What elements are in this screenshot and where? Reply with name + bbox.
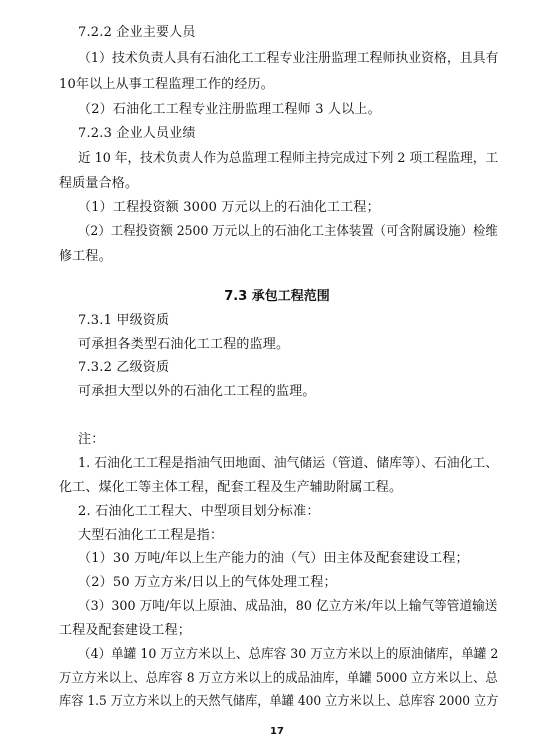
paragraph-line: 可承担各类型石油化工工程的监理。	[78, 337, 290, 352]
paragraph-line: 工程及配套建设工程；	[59, 623, 192, 638]
paragraph-line: （3）300 万吨/年以上原油、成品油，80 亿立方米/年以上输气等管道输送	[78, 599, 498, 614]
note-label: 注：	[78, 432, 105, 447]
paragraph-line: 万立方米以上、总库容 8 万立方米以上的成品油库，单罐 5000 立方米以上、总	[59, 671, 498, 686]
section-7-2-2-title: 7.2.2 企业主要人员	[78, 25, 196, 40]
paragraph-line: 1. 石油化工工程是指油气田地面、油气储运（管道、储库等）、石油化工、	[78, 456, 499, 471]
paragraph-line: 库容 1.5 万立方米以上的天然气储库，单罐 400 立方米以上、总库容 2000 立方	[59, 694, 499, 709]
paragraph-line: 可承担大型以外的石油化工工程的监理。	[78, 384, 316, 399]
section-7-3-2-title: 7.3.2 乙级资质	[78, 360, 170, 375]
paragraph-line: （1）工程投资额 3000 万元以上的石油化工工程；	[78, 200, 380, 215]
page-number: 17	[270, 726, 284, 737]
paragraph-line: 化工、煤化工等主体工程，配套工程及生产辅助附属工程。	[59, 480, 403, 495]
paragraph-line: 程质量合格。	[59, 176, 139, 191]
paragraph-line: （2）50 万立方米/日以上的气体处理工程；	[78, 575, 337, 590]
paragraph-line: 大型石油化工工程是指：	[78, 528, 224, 543]
paragraph-line: 修工程。	[59, 249, 112, 264]
paragraph-line: （4）单罐 10 万立方米以上、总库容 30 万立方米以上的原油储库，单罐 2	[78, 647, 499, 662]
paragraph-line: （1）30 万吨/年以上生产能力的油（气）田主体及配套建设工程；	[78, 551, 469, 566]
paragraph-line: （2）工程投资额 2500 万元以上的石油化工主体装置（可含附属设施）检维	[78, 224, 498, 239]
paragraph-line: 10年以上从事工程监理工作的经历。	[59, 77, 274, 92]
paragraph-line: （1）技术负责人具有石油化工工程专业注册监理工程师执业资格，且具有	[78, 51, 499, 66]
section-7-3-heading: 7.3 承包工程范围	[224, 289, 330, 304]
section-7-3-1-title: 7.3.1 甲级资质	[78, 313, 170, 328]
paragraph-line: 2. 石油化工工程大、中型项目划分标准：	[78, 504, 320, 519]
paragraph-line: 近 10 年，技术负责人作为总监理工程师主持完成过下列 2 项工程监理，工	[78, 151, 499, 166]
paragraph-line: （2）石油化工工程专业注册监理工程师 3 人以上。	[78, 102, 381, 117]
section-7-2-3-title: 7.2.3 企业人员业绩	[78, 126, 196, 141]
